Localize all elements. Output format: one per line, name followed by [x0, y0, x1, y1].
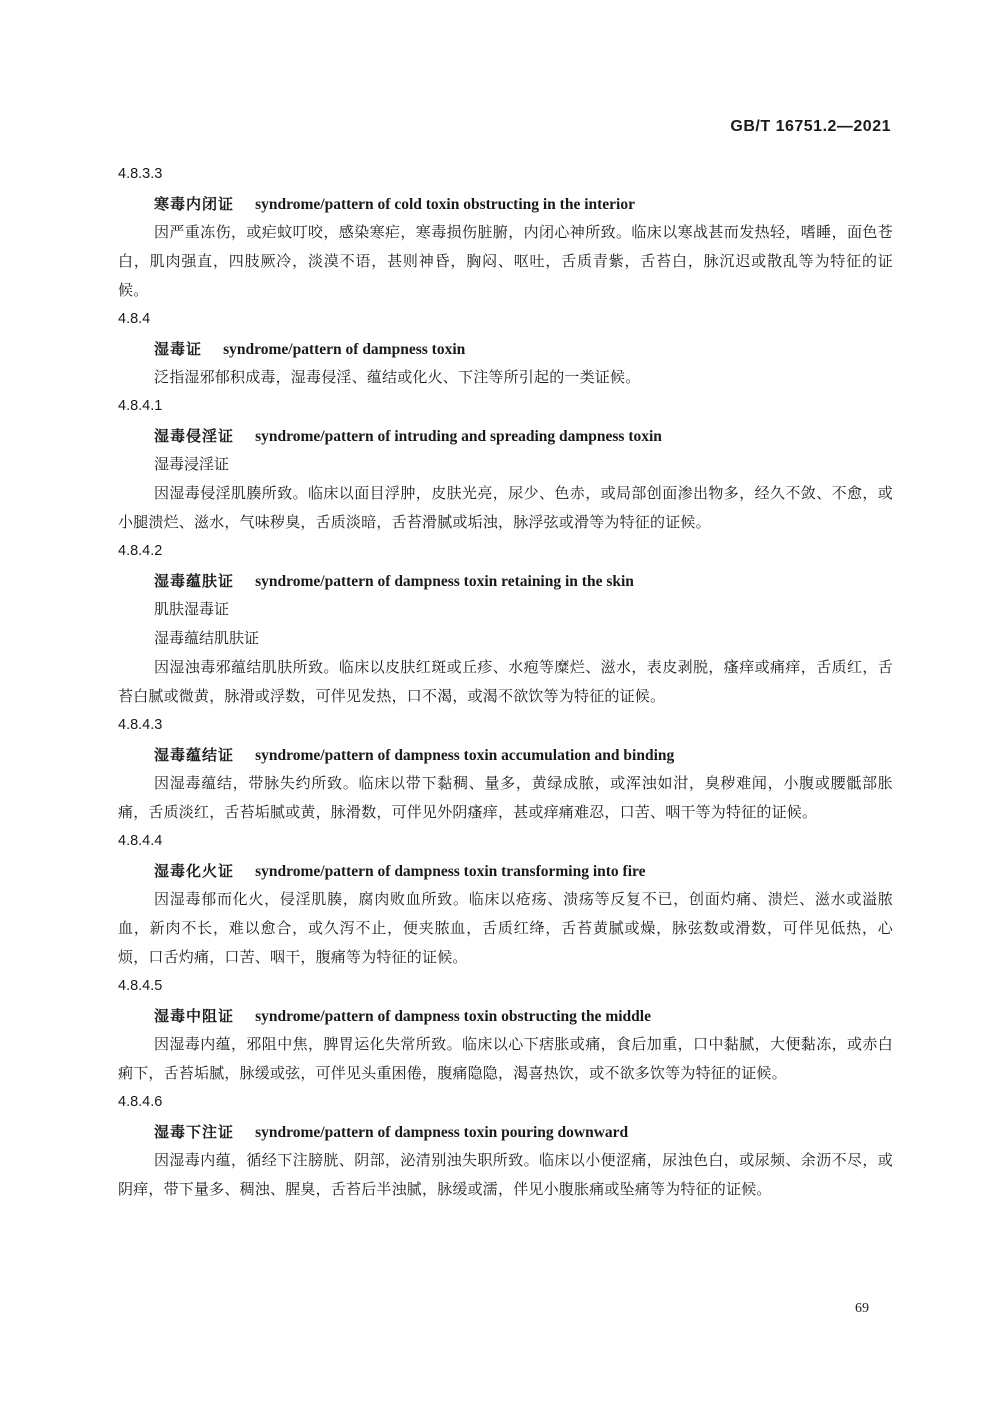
- page-number: 69: [855, 1301, 869, 1316]
- term-english: syndrome/pattern of dampness toxin transforming into fire: [255, 863, 646, 880]
- term-english: syndrome/pattern of dampness toxin: [223, 341, 466, 358]
- clause-entry: [118, 711, 893, 827]
- term-chinese: 湿毒蕴结证: [154, 746, 235, 764]
- term-chinese: 湿毒蕴肤证: [154, 572, 235, 590]
- clause-number: 4.8.4.4: [118, 833, 163, 849]
- term-definition: 因湿毒蕴结，带脉失约所致。临床以带下黏稠、量多，黄绿成脓，或浑浊如泔，臭秽难闻，小腹或腰骶部胀痛，舌质淡红，舌苔垢腻或黄，脉滑数，可伴见外阴瘙痒，甚或痒痛难忍，口苦、咽干等为特征的证候。: [118, 774, 893, 821]
- clause-number: 4.8.4.5: [118, 978, 163, 994]
- standard-code: GB/T 16751.2—2021: [730, 118, 891, 135]
- term-synonym: 湿毒蕴结肌肤证: [154, 629, 260, 647]
- term-heading: [118, 334, 893, 363]
- term-english: syndrome/pattern of intruding and spreading dampness toxin: [255, 428, 662, 445]
- term-definition: 因湿浊毒邪蕴结肌肤所致。临床以皮肤红斑或丘疹、水疱等糜烂、滋水，表皮剥脱，瘙痒或痛痒，舌质红，舌苔白腻或微黄，脉滑或浮数，可伴见发热，口不渴，或渴不欲饮等为特征的证候。: [118, 658, 893, 705]
- clause-number: 4.8.4.1: [118, 398, 163, 414]
- term-heading: [118, 189, 893, 218]
- term-definition: 因湿毒侵淫肌腠所致。临床以面目浮肿，皮肤光亮，尿少、色赤，或局部创面渗出物多，经久不敛、不愈，或小腿溃烂、滋水，气味秽臭，舌质淡暗，舌苔滑腻或垢浊，脉浮弦或滑等为特征的证候。: [118, 484, 893, 531]
- term-english: syndrome/pattern of dampness toxin pouring downward: [255, 1124, 629, 1141]
- term-english: syndrome/pattern of dampness toxin retaining in the skin: [255, 573, 634, 590]
- term-definition: 因湿毒内蕴，邪阻中焦，脾胃运化失常所致。临床以心下痞胀或痛，食后加重，口中黏腻，大便黏冻，或赤白痢下，舌苔垢腻，脉缓或弦，可伴见头重困倦，腹痛隐隐，渴喜热饮，或不欲多饮等为特征的证候。: [118, 1035, 893, 1082]
- clause-entry: [118, 1088, 893, 1204]
- clause-entry: [118, 305, 893, 392]
- term-heading: [118, 566, 893, 595]
- clause-number: 4.8.4.6: [118, 1094, 163, 1110]
- term-definition: 泛指湿邪郁积成毒，湿毒侵淫、蕴结或化火、下注等所引起的一类证候。: [154, 368, 641, 386]
- term-english: syndrome/pattern of dampness toxin accumulation and binding: [255, 747, 675, 764]
- term-heading: [118, 1117, 893, 1146]
- term-heading: [118, 740, 893, 769]
- term-synonym: 湿毒浸淫证: [154, 455, 230, 473]
- term-definition: 因严重冻伤，或疟蚊叮咬，感染寒疟，寒毒损伤脏腑，内闭心神所致。临床以寒战甚而发热轻，嗜睡，面色苍白，肌肉强直，四肢厥冷，淡漠不语，甚则神昏，胸闷、呕吐，舌质青紫，舌苔白，脉沉迟或散乱等为特征的证候。: [118, 223, 893, 299]
- term-heading: [118, 856, 893, 885]
- clause-entry: [118, 972, 893, 1088]
- term-heading: [118, 1001, 893, 1030]
- clause-entry: [118, 160, 893, 305]
- term-english: syndrome/pattern of cold toxin obstructing in the interior: [255, 196, 635, 213]
- term-chinese: 湿毒化火证: [154, 862, 235, 880]
- document-body: [118, 160, 893, 1204]
- term-heading: [118, 421, 893, 450]
- term-chinese: 湿毒侵淫证: [154, 427, 235, 445]
- clause-number: 4.8.4.3: [118, 717, 163, 733]
- clause-entry: [118, 827, 893, 972]
- term-synonym: 肌肤湿毒证: [154, 600, 230, 618]
- clause-entry: [118, 537, 893, 711]
- clause-number: 4.8.4: [118, 311, 151, 327]
- term-chinese: 湿毒中阻证: [154, 1007, 235, 1025]
- term-chinese: 湿毒下注证: [154, 1123, 235, 1141]
- clause-number: 4.8.4.2: [118, 543, 163, 559]
- term-chinese: 湿毒证: [154, 340, 203, 358]
- term-definition: 因湿毒内蕴，循经下注膀胱、阴部，泌清别浊失职所致。临床以小便涩痛，尿浊色白，或尿频、余沥不尽，或阴痒，带下量多、稠浊、腥臭，舌苔后半浊腻，脉缓或濡，伴见小腹胀痛或坠痛等为特征的证候。: [118, 1151, 893, 1198]
- term-definition: 因湿毒郁而化火，侵淫肌腠，腐肉败血所致。临床以疮疡、溃疡等反复不已，创面灼痛、溃烂、滋水或溢脓血，新肉不长，难以愈合，或久泻不止，便夹脓血，舌质红绛，舌苔黄腻或燥，脉弦数或滑数，可伴见低热，心烦，口舌灼痛，口苦、咽干，腹痛等为特征的证候。: [118, 890, 893, 966]
- clause-entry: [118, 392, 893, 537]
- term-english: syndrome/pattern of dampness toxin obstructing the middle: [255, 1008, 651, 1025]
- clause-number: 4.8.3.3: [118, 166, 163, 182]
- term-chinese: 寒毒内闭证: [154, 195, 235, 213]
